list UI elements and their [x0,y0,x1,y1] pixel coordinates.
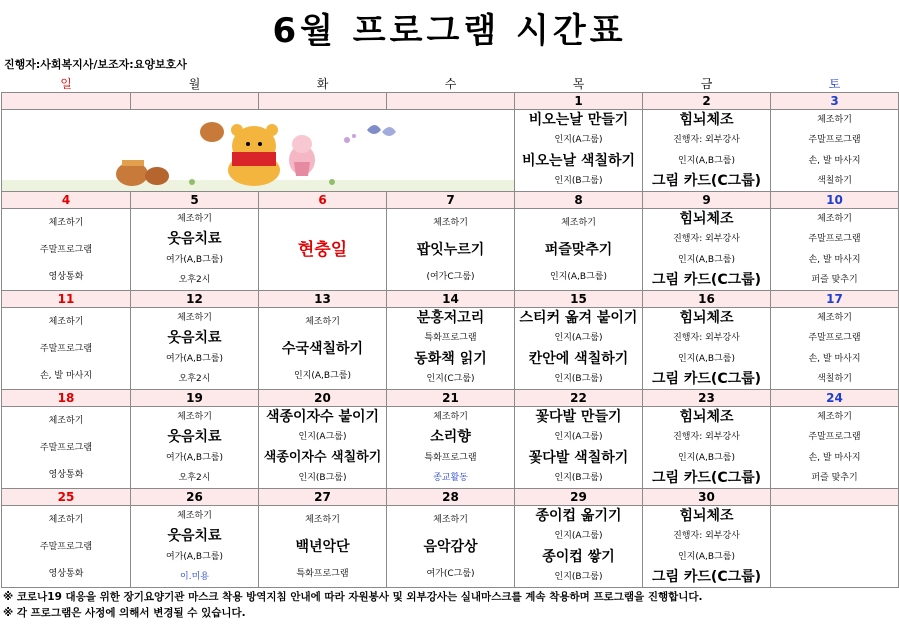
date-cell: 13 [259,291,387,308]
program-cell [131,209,259,291]
program-line: 수국색칠하기 [281,340,364,357]
program-line: 색종이자수 색칠하기 [263,449,382,465]
program-line: 체조하기 [48,415,84,426]
program-lines [387,308,514,389]
program-cell [2,407,131,489]
program-line: 특화프로그램 [296,568,349,579]
date-cell: 1 [515,93,643,110]
program-line: 손, 발 마사지 [808,254,861,265]
date-row [2,192,899,209]
weekday-fri: 금 [700,76,713,91]
date-cell [2,93,131,110]
program-line: 체조하기 [817,214,852,225]
program-line: 인지(A그룹) [554,531,603,542]
program-lines [259,209,386,290]
program-line: 인지(A그룹) [554,135,603,146]
program-line: 체조하기 [48,316,84,327]
program-row [2,308,899,390]
program-line: 인지(C그룹) [426,373,475,384]
program-cell [259,209,387,291]
program-line: 진행자: 외부강사 [673,333,740,344]
program-line: 체조하기 [817,115,852,126]
date-cell: 30 [643,489,771,506]
program-line: 인지(A,B그룹) [550,271,607,282]
program-line: 진행자: 외부강사 [673,234,740,245]
program-lines [643,308,770,389]
program-line: 이.미용 [180,571,209,582]
date-cell: 28 [387,489,515,506]
program-line: 주말프로그램 [808,432,861,443]
program-line: 체조하기 [433,217,468,228]
program-line: 오후2시 [178,274,211,285]
note-schedule-change: ※ 각 프로그램은 사정에 의해서 변경될 수 있습니다. [3,607,246,619]
program-line: 주말프로그램 [808,135,861,146]
weekday-tue: 화 [316,76,329,91]
date-cell: 5 [131,192,259,209]
date-row [2,291,899,308]
date-row [2,390,899,407]
date-cell: 24 [771,390,899,407]
program-line: 웃음치료 [167,231,222,248]
program-lines [387,407,514,488]
program-cell [387,506,515,588]
program-lines [259,308,386,389]
date-cell: 12 [131,291,259,308]
date-cell: 26 [131,489,259,506]
program-line: 퍼즐 맞추기 [811,274,858,285]
weekday-thu: 목 [572,76,585,91]
program-cell [2,209,131,291]
program-line: 종이컵 옮기기 [535,508,622,525]
program-lines [515,209,642,290]
program-cell [259,308,387,390]
program-cell [643,407,771,489]
program-row [2,209,899,291]
program-cell [771,110,899,192]
program-line: 힘뇌체조 [679,211,734,228]
program-line: 체조하기 [48,217,84,228]
program-line: 손, 발 마사지 [808,155,861,166]
program-line: 주말프로그램 [808,234,861,245]
program-line: 여가(A,B그룹) [166,452,223,463]
program-row [2,110,899,192]
program-cell [131,308,259,390]
program-line: 진행자: 외부강사 [673,432,740,443]
weekday-header-row [2,74,899,93]
notes [0,589,899,621]
date-row [2,93,899,110]
program-line: 칸안에 색칠하기 [528,350,629,367]
page-title: 6월 프로그램 시간표 [272,11,627,51]
program-lines [771,110,898,191]
program-line: 주말프로그램 [39,343,93,354]
date-cell: 25 [2,489,131,506]
program-lines [515,506,642,587]
program-line: 꽃다발 만들기 [535,409,622,426]
date-cell: 7 [387,192,515,209]
program-line: 주말프로그램 [39,541,93,552]
date-cell: 10 [771,192,899,209]
date-cell: 4 [2,192,131,209]
date-cell: 16 [643,291,771,308]
program-line: 체조하기 [177,313,212,324]
program-lines [643,110,770,191]
weekday-sat: 토 [828,76,841,91]
program-row [2,506,899,588]
program-lines [131,308,258,389]
program-lines [259,407,386,488]
date-cell: 29 [515,489,643,506]
program-cell [387,407,515,489]
program-line: 여가(A,B그룹) [166,551,223,562]
program-line: 인지(A,B그룹) [678,452,735,463]
program-line: 체조하기 [817,313,852,324]
program-line: 영상통화 [48,271,84,282]
program-line: 그림 카드(C그룹) [651,370,762,387]
program-line: 웃음치료 [167,330,222,347]
program-lines [771,308,898,389]
program-line: 주말프로그램 [808,333,861,344]
program-line: 체조하기 [177,412,212,423]
program-cell [2,308,131,390]
date-cell: 18 [2,390,131,407]
pooh-illustration [2,110,514,191]
facilitator-info: 진행자:사회복지사/보조자:요양보호사 [4,58,187,71]
program-line: 인지(B그룹) [554,571,603,582]
date-cell: 8 [515,192,643,209]
date-cell: 20 [259,390,387,407]
illustration-cell [2,110,515,192]
date-cell: 9 [643,192,771,209]
program-line: 인지(A그룹) [298,432,347,443]
program-line: 체조하기 [177,214,212,225]
program-line: 체조하기 [433,412,468,423]
program-line: 그림 카드(C그룹) [651,568,762,585]
program-lines [515,110,642,191]
date-cell: 21 [387,390,515,407]
program-line: 진행자: 외부강사 [673,135,740,146]
program-cell [643,110,771,192]
program-line: 소리향 [430,429,471,446]
program-line: 여가(C그룹) [426,568,475,579]
program-cell [643,506,771,588]
program-line: 체조하기 [433,514,468,525]
program-line: 현충일 [297,239,348,260]
date-cell: 3 [771,93,899,110]
program-line: 색종이자수 붙이기 [265,409,380,426]
program-lines [131,407,258,488]
program-lines [131,506,258,587]
program-line: 체조하기 [561,217,596,228]
program-line: (여가C그룹) [426,271,475,282]
program-line: 인지(B그룹) [298,472,347,483]
program-cell [259,506,387,588]
program-line: 인지(A,B그룹) [678,155,735,166]
program-lines [771,506,898,587]
program-lines [259,506,386,587]
date-cell [387,93,515,110]
program-line: 퍼즐맞추기 [544,241,613,258]
program-cell [643,209,771,291]
program-line: 주말프로그램 [39,442,93,453]
program-lines [2,407,130,488]
program-cell [387,209,515,291]
program-line: 체조하기 [48,514,84,525]
program-line: 인지(A그룹) [554,333,603,344]
program-lines [643,407,770,488]
program-line: 팝잇누르기 [416,241,485,258]
program-lines [515,308,642,389]
program-line: 비오는날 색칠하기 [521,152,636,169]
program-line: 종교활동 [433,472,468,483]
program-line: 인지(B그룹) [554,175,603,186]
date-row [2,489,899,506]
program-line: 인지(A,B그룹) [678,254,735,265]
program-line: 손, 발 마사지 [39,370,93,381]
program-lines [2,308,130,389]
date-cell: 2 [643,93,771,110]
program-line: 스티커 옮겨 붙이기 [519,310,638,327]
date-cell [259,93,387,110]
program-line: 인지(B그룹) [554,472,603,483]
program-line: 꽃다발 색칠하기 [528,449,629,466]
program-line: 특화프로그램 [424,333,477,344]
program-line: 오후2시 [178,373,211,384]
program-row [2,407,899,489]
date-cell [771,489,899,506]
program-cell [771,506,899,588]
program-cell [771,308,899,390]
program-cell [771,209,899,291]
program-lines [515,407,642,488]
program-line: 인지(A,B그룹) [678,551,735,562]
program-line: 영상통화 [48,568,84,579]
note-mask-policy: ※ 코로나19 대응을 위한 장기요양기관 마스크 착용 방역지침 안내에 따라 자원봉사 및 외부강사는 실내마스크를 계속 착용하며 프로그램을 진행합니다. [3,591,703,603]
program-line: 음악감상 [423,538,478,555]
date-cell: 22 [515,390,643,407]
weekday-wed: 수 [444,76,457,91]
program-line: 웃음치료 [167,429,222,446]
program-cell [259,407,387,489]
date-cell: 23 [643,390,771,407]
date-cell: 6 [259,192,387,209]
date-cell: 17 [771,291,899,308]
program-line: 인지(B그룹) [554,373,603,384]
program-line: 동화책 읽기 [414,350,487,367]
program-cell [131,506,259,588]
program-lines [2,506,130,587]
program-line: 인지(A,B그룹) [678,353,735,364]
weekday-sun: 일 [60,76,72,91]
program-cell [387,308,515,390]
program-line: 체조하기 [305,514,340,525]
program-lines [2,209,130,290]
date-cell: 11 [2,291,131,308]
program-line: 그림 카드(C그룹) [651,469,762,486]
program-line: 종이컵 쌓기 [542,548,615,565]
program-line: 손, 발 마사지 [808,452,861,463]
program-cell [515,407,643,489]
program-line: 색칠하기 [817,373,852,384]
program-line: 색칠하기 [817,175,852,186]
winnie-the-pooh-image [2,110,514,191]
program-line: 웃음치료 [167,528,222,545]
program-line: 체조하기 [817,412,852,423]
program-lines [643,209,770,290]
program-line: 진행자: 외부강사 [673,531,740,542]
program-line: 백년악단 [295,538,350,555]
schedule-table [1,74,899,588]
program-line: 퍼즐 맞추기 [811,472,858,483]
program-lines [387,209,514,290]
program-cell [131,407,259,489]
date-cell [131,93,259,110]
program-cell [2,506,131,588]
program-line: 체조하기 [305,316,340,327]
program-lines [131,209,258,290]
program-line: 여가(A,B그룹) [166,254,223,265]
program-cell [515,209,643,291]
program-cell [643,308,771,390]
program-line: 힘뇌체조 [679,112,734,129]
program-lines [771,407,898,488]
program-line: 힘뇌체조 [679,508,734,525]
program-line: 주말프로그램 [39,244,93,255]
program-lines [771,209,898,290]
date-cell: 14 [387,291,515,308]
program-line: 그림 카드(C그룹) [651,172,762,189]
date-cell: 19 [131,390,259,407]
program-line: 특화프로그램 [424,452,477,463]
program-line: 비오는날 만들기 [528,112,629,129]
program-cell [515,308,643,390]
program-line: 체조하기 [177,511,212,522]
program-line: 그림 카드(C그룹) [651,271,762,288]
program-line: 오후2시 [178,472,211,483]
program-line: 영상통화 [48,469,84,480]
program-line: 분홍저고리 [416,310,485,327]
program-line: 힘뇌체조 [679,409,734,426]
program-line: 손, 발 마사지 [808,353,861,364]
date-cell: 27 [259,489,387,506]
program-line: 인지(A그룹) [554,432,603,443]
program-lines [643,506,770,587]
program-line: 여가(A,B그룹) [166,353,223,364]
program-cell [515,506,643,588]
date-cell: 15 [515,291,643,308]
program-line: 인지(A,B그룹) [294,370,351,381]
program-cell [515,110,643,192]
program-cell [771,407,899,489]
program-lines [387,506,514,587]
program-line: 힘뇌체조 [679,310,734,327]
weekday-mon: 월 [188,76,201,91]
